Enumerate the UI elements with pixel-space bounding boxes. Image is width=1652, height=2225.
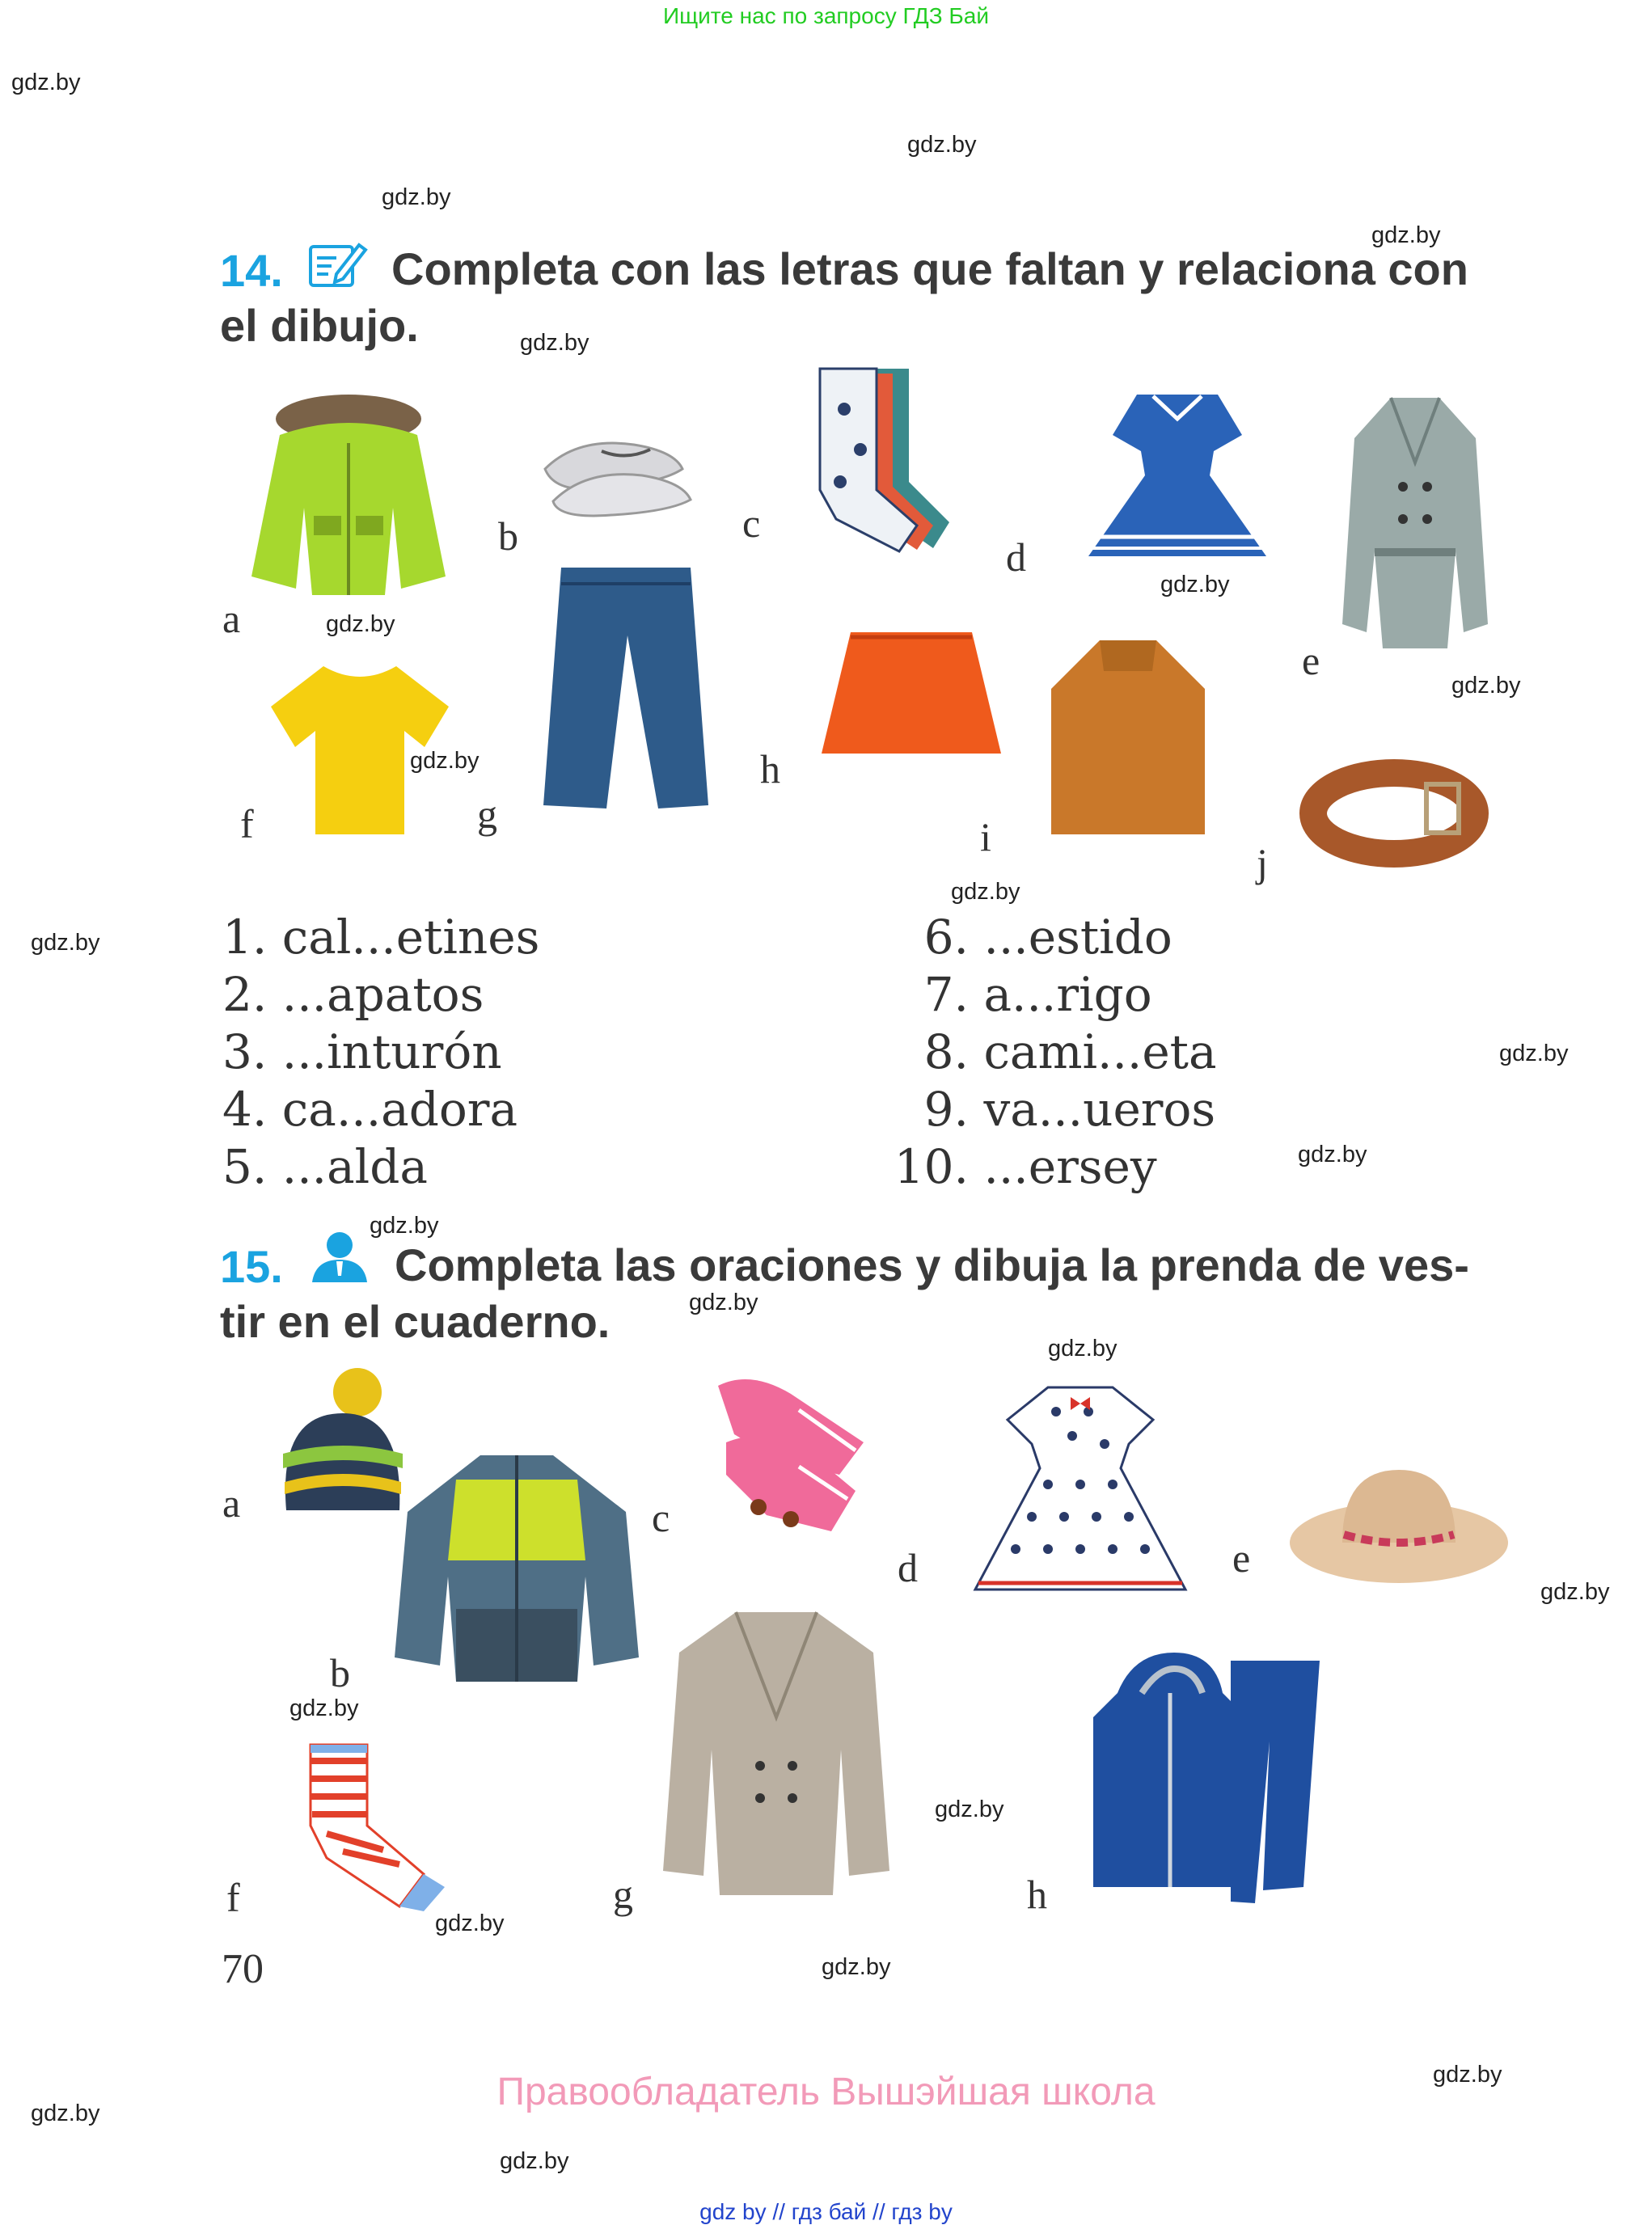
- beanie-picture: [270, 1365, 408, 1526]
- exercise-15-number: 15.: [220, 1241, 283, 1292]
- dress-picture: [1080, 386, 1274, 569]
- watermark: gdz.by: [1433, 2062, 1502, 2088]
- picture-letter: b: [330, 1650, 350, 1695]
- picture-letter: f: [240, 801, 254, 847]
- page-number: 70: [222, 1946, 264, 1992]
- watermark: gdz.by: [1048, 1336, 1118, 1362]
- ski-jacket-picture: [391, 1447, 642, 1690]
- watermark: gdz.by: [1499, 1041, 1569, 1066]
- word-item: 4. ca...adora: [222, 1082, 518, 1137]
- word-item: 6. ...estido: [923, 910, 1172, 965]
- exercise-14-heading-line1: Completa con las letras que faltan y relaciona con: [391, 243, 1468, 294]
- picture-letter: e: [1302, 638, 1320, 683]
- top-banner: Ищите нас по запросу ГДЗ Бай: [662, 3, 990, 28]
- watermark: gdz.by: [1540, 1579, 1610, 1605]
- picture-letter: c: [742, 500, 761, 546]
- shoes-picture: [537, 412, 695, 517]
- polka-dot-dress-picture: [967, 1379, 1194, 1598]
- word-item: 8. cami...eta: [923, 1024, 1217, 1079]
- straw-hat-picture: [1286, 1454, 1512, 1591]
- picture-letter: a: [222, 1480, 241, 1526]
- belt-picture: [1305, 757, 1493, 870]
- watermark: gdz.by: [410, 748, 480, 774]
- person-icon: [309, 1231, 370, 1284]
- watermark: gdz.by: [520, 330, 589, 356]
- word-item: 1. cal...etines: [222, 910, 540, 965]
- exercise-15-heading-line2: tir en el cuaderno.: [220, 1296, 611, 1347]
- gloves-picture: [702, 1370, 872, 1539]
- footer-links: gdz by // гдз бай // гдз by: [699, 2199, 953, 2224]
- t-shirt-picture: [267, 658, 453, 841]
- pencil-note-icon: [307, 239, 369, 290]
- skirt-picture: [818, 624, 1004, 762]
- watermark: gdz.by: [1371, 222, 1441, 248]
- picture-letter: h: [1027, 1872, 1047, 1917]
- word-item: 2. ...apatos: [222, 967, 484, 1022]
- watermark: gdz.by: [935, 1796, 1004, 1822]
- word-item: 3. ...inturón: [222, 1024, 502, 1079]
- watermark: gdz.by: [689, 1290, 758, 1315]
- picture-letter: g: [477, 792, 497, 837]
- watermark: gdz.by: [435, 1910, 505, 1936]
- watermark: gdz.by: [382, 184, 451, 210]
- word-item: 7. a...rigo: [923, 967, 1152, 1022]
- watermark: gdz.by: [289, 1695, 359, 1721]
- picture-letter: f: [226, 1875, 240, 1920]
- coat-picture: [1334, 390, 1496, 657]
- word-item: 10. ...ersey: [894, 1139, 1157, 1194]
- word-item: 9. va...ueros: [923, 1082, 1216, 1137]
- jeans-picture: [537, 563, 715, 813]
- exercise-14-number: 14.: [220, 245, 283, 296]
- winter-jacket-picture: [239, 395, 458, 605]
- watermark: gdz.by: [11, 70, 81, 95]
- picture-letter: d: [898, 1545, 918, 1590]
- watermark: gdz.by: [370, 1213, 439, 1239]
- watermark: gdz.by: [1451, 673, 1521, 699]
- copyright-notice: Правообладатель Вышэйшая школа: [496, 2071, 1156, 2113]
- picture-letter: d: [1006, 534, 1026, 580]
- socks-picture: [812, 361, 965, 555]
- picture-letter: j: [1257, 840, 1268, 885]
- watermark: gdz.by: [326, 611, 395, 637]
- sweater-picture: [1043, 632, 1213, 842]
- tracksuit-picture: [1085, 1644, 1328, 1911]
- watermark: gdz.by: [951, 879, 1020, 905]
- watermark: gdz.by: [31, 2100, 100, 2126]
- watermark: gdz.by: [1298, 1142, 1367, 1167]
- watermark: gdz.by: [822, 1954, 891, 1980]
- picture-letter: g: [613, 1872, 633, 1917]
- picture-letter: b: [498, 513, 518, 559]
- picture-letter: i: [980, 814, 991, 859]
- watermark: gdz.by: [500, 2148, 569, 2174]
- word-item: 5. ...alda: [222, 1139, 428, 1194]
- exercise-14-heading-line2: el dibujo.: [220, 300, 419, 351]
- watermark: gdz.by: [907, 132, 977, 158]
- exercise-15-heading-line1: Completa las oraciones y dibuja la prenda de ves-: [395, 1239, 1469, 1290]
- striped-socks-picture: [294, 1729, 464, 1911]
- picture-letter: c: [652, 1495, 670, 1540]
- watermark: gdz.by: [1160, 572, 1230, 597]
- picture-letter: h: [760, 746, 780, 792]
- picture-letter: e: [1232, 1535, 1251, 1581]
- picture-letter: a: [222, 596, 241, 641]
- watermark: gdz.by: [31, 930, 100, 956]
- beige-coat-picture: [655, 1604, 898, 1903]
